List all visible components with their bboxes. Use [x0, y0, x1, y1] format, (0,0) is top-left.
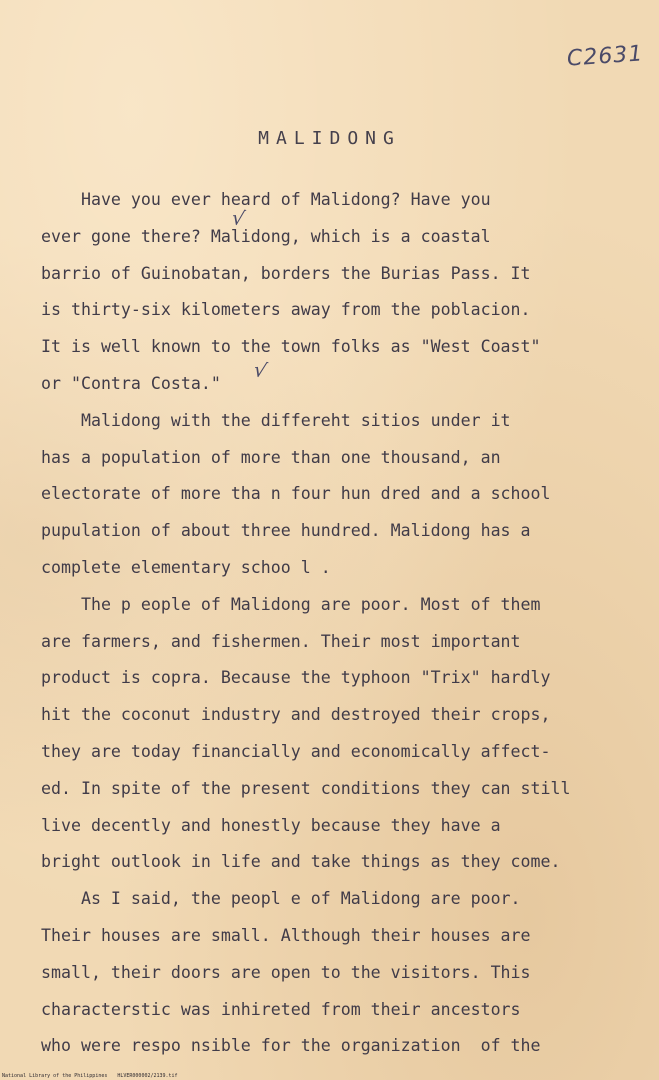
- footer-institution: National Library of the Philippines: [2, 1073, 108, 1079]
- text-line: bright outlook in life and take things as they come.: [41, 852, 561, 872]
- check-mark-icon: √: [230, 205, 247, 231]
- check-mark-icon: √: [251, 356, 270, 384]
- text-line: Have you ever heard of Malidong? Have you: [41, 190, 491, 209]
- text-line: small, their doors are open to the visitors. This: [41, 962, 531, 982]
- text-line: who were respo nsible for the organization of the: [41, 1036, 541, 1056]
- text-line: The p eople of Malidong are poor. Most of them: [41, 594, 541, 614]
- document-title: MALIDONG: [258, 128, 401, 149]
- text-line: product is copra. Because the typhoon "Trix" hardly: [41, 668, 551, 688]
- text-line: characterstic was inhireted from their ancestors: [41, 999, 521, 1019]
- text-line: ever gone there? Malidong, which is a coastal: [41, 226, 491, 246]
- text-line: ed. In spite of the present conditions they can still: [41, 778, 571, 798]
- text-line: is thirty-six kilometers away from the poblacion.: [41, 300, 531, 320]
- text-line: barrio of Guinobatan, borders the Burias Pass. It: [41, 263, 531, 283]
- text-line: It is well known to the town folks as "West Coast": [41, 337, 541, 357]
- text-line: Malidong with the differeht sitios under it: [41, 410, 511, 430]
- footer-file-id: HLVER000002/2139.tif: [117, 1073, 178, 1079]
- text-line: live decently and honestly because they have a: [41, 815, 501, 835]
- text-line: or "Contra Costa.": [41, 373, 221, 393]
- text-line: complete elementary schoo l .: [41, 557, 331, 577]
- text-line: they are today financially and economically affect-: [41, 741, 551, 761]
- document-body: [41, 182, 641, 1065]
- text-line: has a population of more than one thousand, an: [41, 447, 501, 467]
- text-line: pupulation of about three hundred. Malidong has a: [41, 521, 531, 541]
- text-line: are farmers, and fishermen. Their most important: [41, 631, 521, 651]
- reference-number: C2631: [565, 41, 644, 72]
- text-line: hit the coconut industry and destroyed their crops,: [41, 705, 551, 725]
- scan-footer: [2, 1073, 178, 1079]
- text-line: electorate of more tha n four hun dred and a school: [41, 484, 551, 504]
- text-line: As I said, the peopl e of Malidong are poor.: [41, 889, 521, 909]
- text-line: Their houses are small. Although their houses are: [41, 925, 531, 945]
